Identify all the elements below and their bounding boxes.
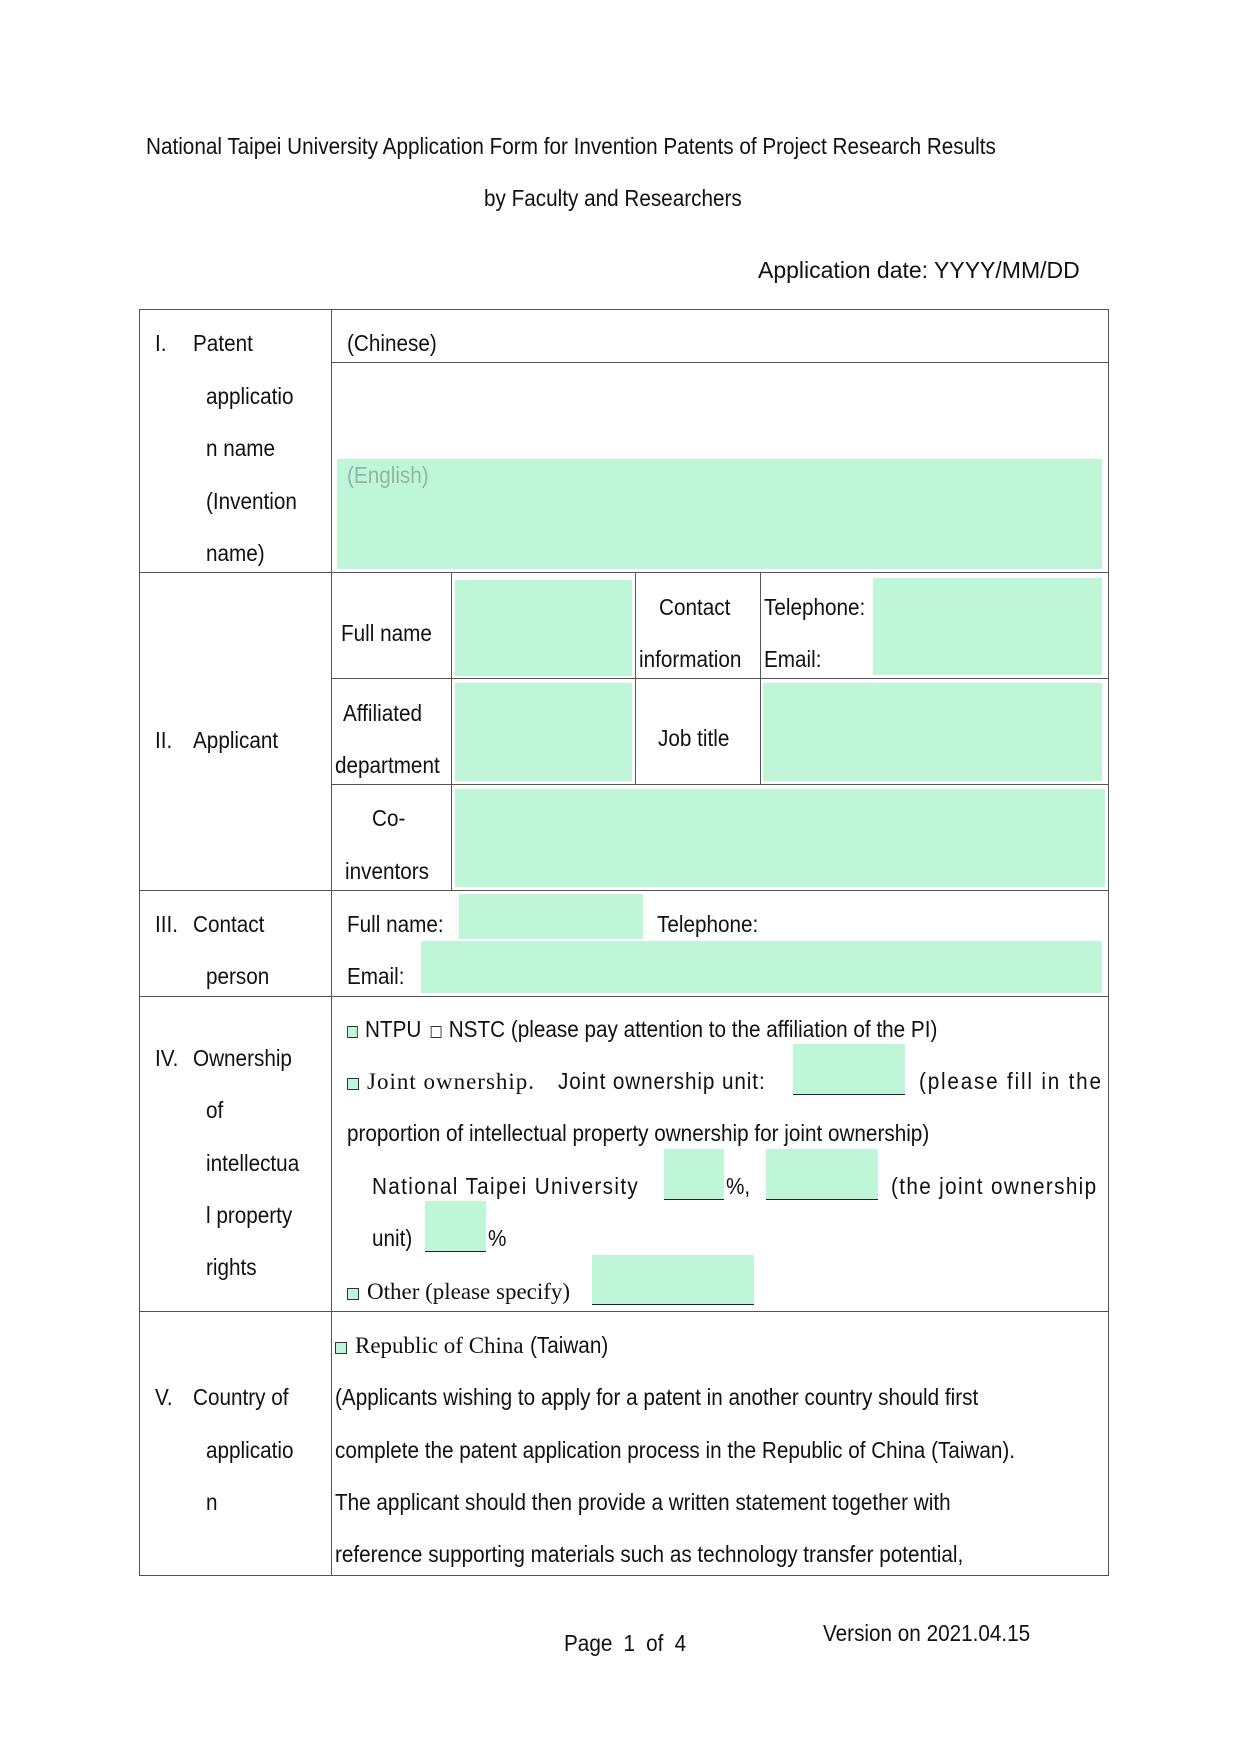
section4-label-line4: l property bbox=[206, 1202, 293, 1228]
other-checkbox[interactable] bbox=[347, 1288, 359, 1300]
section2-label: Applicant bbox=[193, 727, 279, 753]
section-divider-2b bbox=[331, 784, 1108, 785]
section4-label-line5: rights bbox=[206, 1254, 257, 1280]
full-name-label: Full name bbox=[341, 620, 432, 646]
table-border-bottom bbox=[139, 1575, 1109, 1576]
label-column-divider bbox=[331, 309, 332, 1575]
applicant-col-divider-2 bbox=[635, 572, 636, 784]
form-title-line1: National Taipei University Application Form for Invention Patents of Project Research Results bbox=[146, 133, 996, 159]
percent-sign: % bbox=[488, 1225, 507, 1251]
joint-ownership-unit-label: Joint ownership unit: bbox=[558, 1068, 766, 1094]
chinese-name-label: (Chinese) bbox=[347, 330, 437, 356]
section-divider-3 bbox=[139, 996, 1109, 997]
country-note-line3: The applicant should then provide a written statement together with bbox=[335, 1489, 951, 1515]
section1-label-line5: name) bbox=[206, 540, 265, 566]
telephone-label: Telephone: bbox=[764, 594, 866, 620]
job-title-field[interactable] bbox=[763, 683, 1102, 781]
joint-ownership-row bbox=[347, 1068, 535, 1095]
applicant-contact-field[interactable] bbox=[873, 578, 1102, 675]
roc-option-taiwan: (Taiwan) bbox=[530, 1332, 609, 1358]
section5-label-line3: n bbox=[206, 1489, 218, 1515]
table-border-top bbox=[139, 309, 1109, 310]
roc-checkbox[interactable] bbox=[335, 1342, 347, 1354]
section-divider-2a bbox=[331, 678, 1108, 679]
section2-number: II. bbox=[155, 727, 173, 753]
ntpu-option-label: NTPU bbox=[365, 1016, 422, 1042]
country-note-line1: (Applicants wishing to apply for a patent in another country should first bbox=[335, 1384, 979, 1410]
section1-number: I. bbox=[155, 330, 167, 356]
contact-info-label-line1: Contact bbox=[659, 594, 731, 620]
other-option-row bbox=[347, 1278, 570, 1305]
job-title-label: Job title bbox=[658, 725, 730, 751]
row-divider-chinese bbox=[331, 362, 1108, 363]
affiliated-department-field[interactable] bbox=[455, 683, 632, 781]
joint-unit-percent-blank[interactable] bbox=[425, 1231, 486, 1252]
application-date: Application date: YYYY/MM/DD bbox=[758, 257, 1080, 283]
contact-person-email-label: Email: bbox=[347, 963, 405, 989]
form-title-line2: by Faculty and Researchers bbox=[484, 185, 742, 211]
joint-unit-paren: (the joint ownership bbox=[891, 1173, 1098, 1199]
nstc-checkbox[interactable] bbox=[431, 1026, 442, 1038]
joint-ownership-note: (please fill in the bbox=[919, 1068, 1103, 1094]
section1-label-line3: n name bbox=[206, 435, 276, 461]
joint-ownership-label: Joint ownership. bbox=[367, 1069, 536, 1094]
section5-label-line2: applicatio bbox=[206, 1437, 294, 1463]
section3-label-line1: Contact bbox=[193, 911, 265, 937]
section-divider-1 bbox=[139, 572, 1109, 573]
section4-label-line3: intellectua bbox=[206, 1150, 300, 1176]
contact-person-telephone-label: Telephone: bbox=[657, 911, 759, 937]
section1-label-line4: (Invention bbox=[206, 488, 297, 514]
english-name-field[interactable] bbox=[337, 459, 1102, 569]
co-inventors-label-line2: inventors bbox=[345, 858, 429, 884]
section4-label-line1: Ownership bbox=[193, 1045, 292, 1071]
affiliated-label-line1: Affiliated bbox=[343, 700, 423, 726]
applicant-col-divider-1 bbox=[451, 572, 452, 890]
section-divider-4 bbox=[139, 1311, 1109, 1312]
ntpu-percent-blank[interactable] bbox=[664, 1179, 724, 1200]
section-divider-2 bbox=[139, 890, 1109, 891]
co-inventors-label-line1: Co- bbox=[372, 805, 406, 831]
nstc-option-label: NSTC (please pay attention to the affiliation of the PI) bbox=[448, 1016, 938, 1042]
page-number: Page 1 of 4 bbox=[564, 1630, 687, 1656]
section1-label-line1: Patent bbox=[193, 330, 253, 356]
affiliated-label-line2: department bbox=[335, 752, 440, 778]
joint-ownership-unit-blank[interactable] bbox=[793, 1074, 905, 1095]
ntpu-proportion-label: National Taipei University bbox=[372, 1173, 640, 1199]
joint-unit-name-blank[interactable] bbox=[766, 1179, 878, 1200]
proportion-line: proportion of intellectual property ownership for joint ownership) bbox=[347, 1120, 930, 1146]
country-note-line4: reference supporting materials such as technology transfer potential, bbox=[335, 1541, 964, 1567]
version-label: Version on 2021.04.15 bbox=[823, 1620, 1031, 1646]
percent-comma: %, bbox=[726, 1173, 751, 1199]
english-name-label: (English) bbox=[347, 462, 429, 488]
section5-label-line1: Country of bbox=[193, 1384, 289, 1410]
section4-label-line2: of bbox=[206, 1097, 224, 1123]
other-specify-blank[interactable] bbox=[592, 1284, 754, 1305]
email-label: Email: bbox=[764, 646, 822, 672]
section1-label-line2: applicatio bbox=[206, 383, 294, 409]
section3-number: III. bbox=[155, 911, 179, 937]
applicant-col-divider-3 bbox=[760, 572, 761, 784]
contact-person-name-label: Full name: bbox=[347, 911, 444, 937]
contact-info-label-line2: information bbox=[639, 646, 742, 672]
table-border-left bbox=[139, 309, 140, 1575]
section4-number: IV. bbox=[155, 1045, 179, 1071]
joint-ownership-checkbox[interactable] bbox=[347, 1078, 359, 1090]
other-option-label: Other (please specify) bbox=[367, 1279, 571, 1304]
unit-close-label: unit) bbox=[372, 1225, 413, 1251]
co-inventors-field[interactable] bbox=[455, 789, 1105, 887]
country-note-line2: complete the patent application process in the Republic of China (Taiwan). bbox=[335, 1437, 1016, 1463]
ntpu-checkbox[interactable] bbox=[347, 1026, 358, 1038]
contact-person-name-field[interactable] bbox=[459, 894, 643, 939]
table-border-right bbox=[1108, 309, 1109, 1575]
roc-option-label: Republic of China bbox=[355, 1333, 524, 1358]
section5-number: V. bbox=[155, 1384, 173, 1410]
roc-option-row bbox=[335, 1332, 617, 1359]
ownership-options-row bbox=[347, 1016, 937, 1042]
applicant-full-name-field[interactable] bbox=[455, 580, 632, 676]
section3-label-line2: person bbox=[206, 963, 270, 989]
contact-person-email-field[interactable] bbox=[421, 941, 1102, 993]
